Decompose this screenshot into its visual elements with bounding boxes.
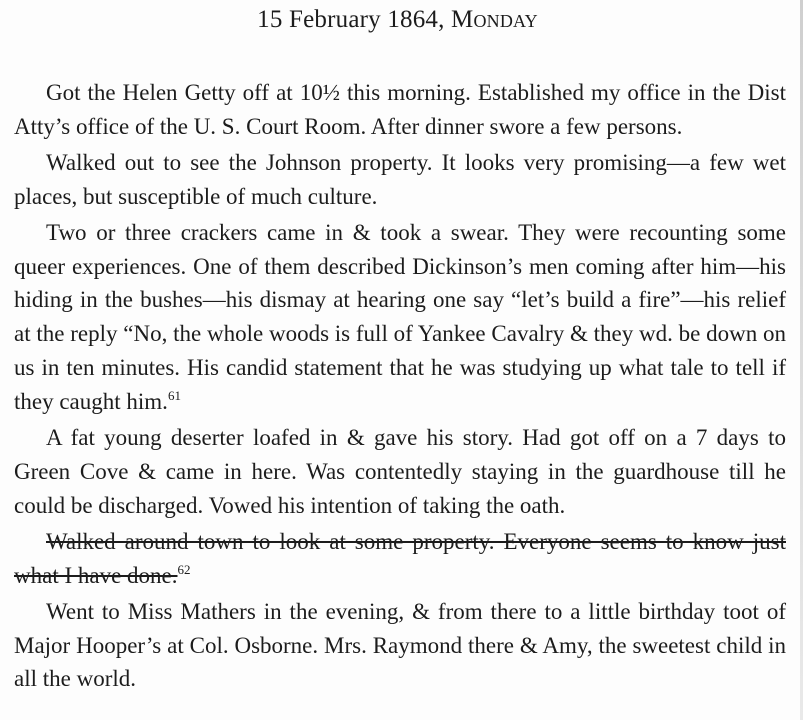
paragraph bbox=[14, 595, 786, 697]
footnote-marker: 61 bbox=[167, 388, 181, 404]
paragraph bbox=[14, 146, 786, 214]
heading-date: 15 February 1864, bbox=[257, 6, 452, 33]
heading-weekday: Monday bbox=[451, 6, 538, 33]
diary-entry bbox=[14, 76, 786, 698]
paragraph-text: Walked out to see the Johnson property. It looks very promising—a few wet places, but susceptible of much culture. bbox=[14, 149, 786, 209]
paragraph bbox=[14, 216, 786, 419]
page-heading bbox=[0, 6, 795, 34]
paragraph bbox=[14, 76, 786, 144]
paragraph-text: Two or three crackers came in & took a swear. They were recounting some queer experiences. One of them described Dickinson’s men coming after him—his hiding in the bushes—his dismay at hearing one say “let’s build a fire”—his relief at the reply “No, the whole woods is full of Yankee Cavalry & they wd. be down on us in ten minutes. His candid statement that he was studying up what tale to tell if they caught him. bbox=[14, 219, 786, 415]
struck-paragraph bbox=[14, 525, 786, 593]
paragraph-text: Went to Miss Mathers in the evening, & from there to a little birthday toot of Major Hooper’s at Col. Osborne. Mrs. Raymond there & Amy, the sweetest child in all the world. bbox=[14, 598, 786, 692]
footnote-marker: 62 bbox=[177, 561, 191, 577]
struck-through-text: Walked around town to look at some property. Everyone seems to know just what I have done. bbox=[14, 528, 786, 588]
paragraph-text: Got the Helen Getty off at 10½ this morning. Established my office in the Dist Atty’s office of the U. S. Court Room. After dinner swore a few persons. bbox=[14, 80, 786, 139]
paragraph bbox=[14, 421, 786, 523]
paragraph-text: A fat young deserter loafed in & gave his story. Had got off on a 7 days to Green Cove & came in here. Was contentedly staying in the guardhouse till he could be discharged. Vowed his intention of taking the oath. bbox=[14, 425, 786, 518]
